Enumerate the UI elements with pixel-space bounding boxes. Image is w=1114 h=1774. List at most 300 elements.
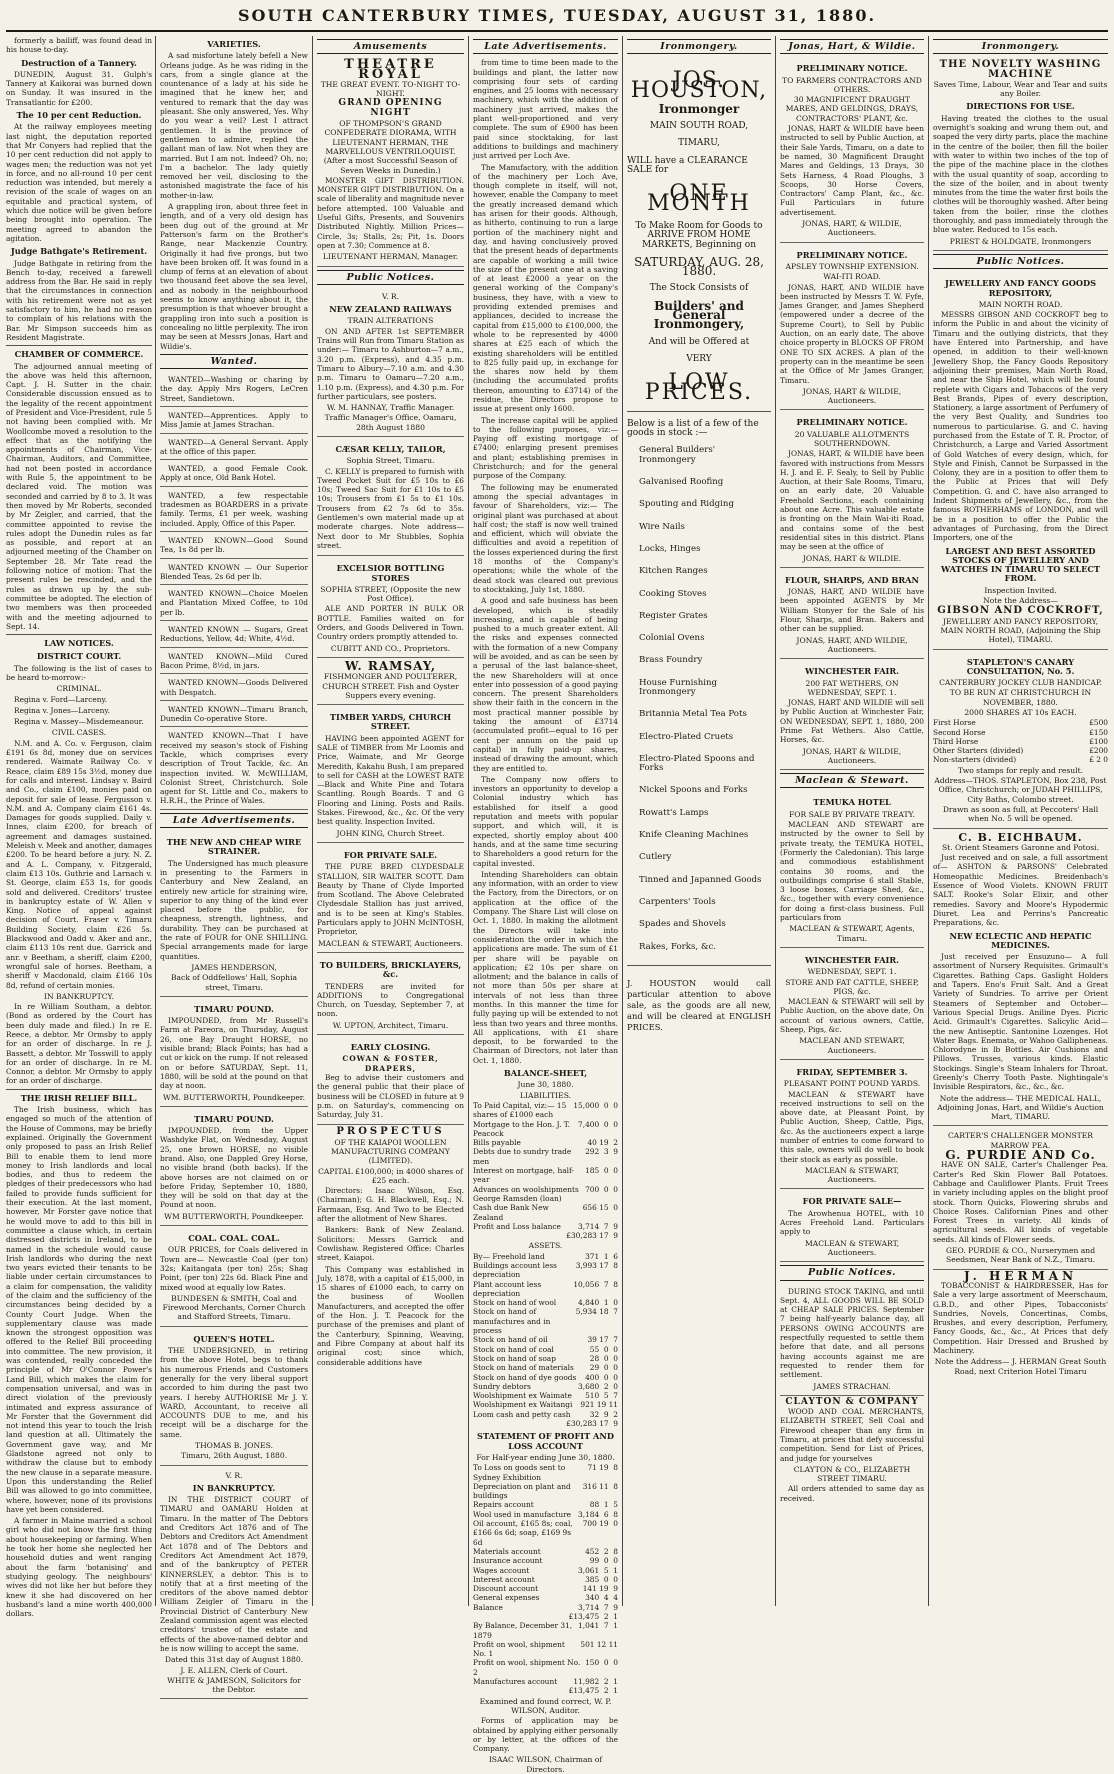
profit-loss-table (473, 1463, 618, 1621)
ledger-amount: 5,934 18 7 (575, 1307, 618, 1317)
stock-item: Cooking Stoves (639, 588, 707, 599)
ad-address: MAIN SOUTH ROAD, (649, 121, 749, 132)
ad-address: Traffic Manager's Office, Oamaru, 28th August 1880 (324, 413, 457, 432)
news-item: formerly a bailiff, was found dead in his house to-day. (6, 36, 152, 55)
case-line: Regina v. Ford—Larceny. (14, 694, 108, 704)
news-item: A farmer in Maine married a school girl who did not know the first thing about housekeeping or farming. When he took her home she neglected her household duties and went ranging about the farm 'botanising' and studying geology. The neighbours' wives did not like her but before they knew it she had discovered on her husband's land a mine worth 400,000 dollars. (6, 1516, 152, 1619)
ad-heading: TIMARU POUND. (194, 1003, 274, 1014)
advertisement (160, 1228, 308, 1327)
ad-signature: JONAS, HART & WILDIE, Auctioneers. (802, 746, 902, 765)
ad-heading: WINCHESTER FAIR. (804, 666, 900, 677)
news-item: A grappling iron, about three feet in length, and of a very old design has been dug out of the ground at Mr Patterson's farm on the Brother's Range, near Mackenzie Country. Originally it had five prongs, but two have been broken off. It was found in a clump of ferns at an elevation of about two thousand feet above the sea level, and as nobody in the neighbourhood seems to know anything about it, the presumption is that whoever brought a grappling iron into such a position is concealing no little perplexity. The iron may be seen at Messrs Jonas, Hart and Wildie's. (160, 202, 308, 351)
advertisement (933, 831, 1108, 1127)
ad-title: G. PURDIE AND Co. (945, 1148, 1096, 1163)
advertisement (780, 792, 924, 947)
ad-signature: JONAS, HART, & WILDIE, Auctioneers. (802, 219, 902, 238)
wanted-ad: WANTED—Washing or charing by the day. Apply Mrs Rogers, LeCren Street, Sandietown. (160, 373, 308, 407)
ledger-amount: 39 17 7 (587, 1335, 618, 1345)
ledger-row (473, 1354, 618, 1363)
ledger-row (473, 1519, 618, 1547)
ledger-label: Stock on hand of coal (473, 1344, 554, 1354)
news-item: Judge Bathgate in retiring from the Bench to-day, received a farewell address from the Bar. He said in reply that the circumstances in connection with his retirement were not as yet satisfactory to him, he had no reason to complain of his relations with the Bar. Mr Simpson succeeds him as Resident Magistrate. (6, 258, 152, 342)
ad-body: IN THE DISTRICT COURT of TIMARU and OAMARU Holden at Timaru. In the matter of The Debtors and Creditors Act 1876 and of The Debtors and Creditors Act Amendment Act 1878 and of The Debtors and Creditors Act Amendment Act 1879, and of the bankruptcy of PETER KINNERSLEY, a debtor. This is to notify that at a first meeting of the creditors of the above named debtor William Zeigler of Timaru in the Provincial District of Canterbury New Zealand commission agent was elected creditors' trustee of the estate and effects of the above-named debtor and he is now willing to accept the same. (160, 1495, 308, 1653)
stock-item: Colonial Ovens (639, 633, 705, 644)
prospectus-text: The Company now offers to investors an opportunity to develop a Colonial industry which has established for itself a good reputation and meets with popular support, and which will, it is expected, shortly employ about 400 hands, and at the same time securing to Shareholders a good return for the capital invested. (473, 774, 618, 868)
ledger-label: General expenses (473, 1593, 540, 1603)
advertisement (160, 1468, 308, 1700)
ad-address: SOPHIA STREET, (Opposite the new Post Office). (320, 584, 461, 604)
ad-signature: LIEUTENANT HERMAN, Manager. (322, 252, 459, 262)
ledger-amount: 32 9 2 (589, 1409, 618, 1419)
ad-line: Builders' and General Ironmongery, (653, 298, 745, 332)
advertisement (160, 999, 308, 1107)
stock-item: Nickel Spoons and Forks (639, 785, 748, 796)
divider (6, 634, 152, 635)
ledger-amount: 10,056 7 8 (573, 1279, 618, 1289)
ad-signature: ISAAC WILSON, Chairman of Directors. (488, 1755, 603, 1774)
advertisement (317, 558, 464, 658)
ledger-amount: 921 19 11 (580, 1400, 618, 1410)
ledger-row (473, 1510, 618, 1519)
ledger-label: Depreciation on plant and buildings (473, 1481, 571, 1501)
advertisement (317, 1037, 464, 1125)
ledger-amount: 3,061 5 1 (578, 1565, 618, 1575)
news-item: The following is the list of cases to be heard to-morrow:- (6, 663, 152, 682)
wanted-ad: WANTED KNOWN—That I have received my season's stock of Fishing Tackle, which comprises every description of Trout Tackle, &c. An inspection invited. W. McWILLIAM, Colonist Street, Christchurch. Sole agent for St. Little and Co., makers to H.R.H., the Prince of Wales. (160, 729, 308, 809)
ad-line: OF THOMPSON'S GRAND CONFEDERATE DIORAMA, WITH LIEUTENANT HERMAN, THE MARVELLOUS VENTRILOQUIST. (After a most Successful Season of Seven Weeks in Dunedin.) (323, 119, 458, 175)
ad-heading: FOR PRIVATE SALE— (802, 1196, 902, 1207)
ledger-row (473, 1612, 618, 1621)
ad-signature: MACLEAN & STEWART, Agents, Timaru. (789, 924, 915, 943)
ad-signature: MACLEAN AND STEWART, Auctioneers. (799, 1036, 905, 1055)
news-item: N.M. and A. Co. v. Ferguson, claim £191 6s 8d, money due on services rendered. Waimate Railway Co. v Reace, claim £89 15s 3½d, money due for calls and interest. Lindsay v. Baird and Co., claim £100, monies paid on deposit for sale of lease. Fergusson v. N.M. and A. Company claim £161 4s. Damages for goods supplied. Daily v. Innes, claim £200, for breach of agreement and damages sustained. Meleish v. Meek and another, damages £200. To be heard before a jury. N. Z. and A. L. Company, v. Fitzgerald, claim £13 10s. Guthrie and Larnach v. St. George, claim £53 1s, for goods sold and delivered. Creditors' trustee in bankruptcy estate of W. Allen v King. Notice of appeal against decision of Court. Fraser v. Timaru Building Society, claim £26 5s. Blackwood and Oadd v. Aker and anr., claim £113 10s rent due. Garrick and anr. v Beetham, a sheriff, claim £200, wrongful sale of horses. Beetham, a sheriff v Macdonald, claim £166 10s 8d, refund of certain monies. (6, 738, 152, 990)
ad-heading: IN BANKRUPTCY. (192, 1482, 276, 1493)
ledger-label: Manufactures account (473, 1677, 558, 1687)
ledger-row (933, 746, 1108, 755)
table-section: LIABILITIES. (519, 1090, 572, 1100)
ledger-amount: 40 19 2 (587, 1138, 618, 1148)
prospectus-text: The following may be enumerated among the special advantages in favour of Shareholders, viz:— The original plant was purchased at about half cost; the staff is now well trained and efficient, which will obviate the difficulties and avoid a repetition of the losses experienced during the first 18 months of the Company's operations; while the whole of the dead stock was cleared out previous to stocktaking, July 1st, 1880. (473, 482, 618, 594)
stock-item: Cutlery (639, 852, 672, 863)
ad-heading: STAPLETON'S CANARY CONSULTATION, No. 5. (966, 656, 1075, 676)
ad-heading: EARLY CLOSING. (350, 1042, 431, 1053)
ledger-label: Oil account, £165 8s; coal, £166 6s 6d; soap, £169 9s 6d (473, 1519, 573, 1547)
ledger-label: Profit on wool, shipment No. 1 (473, 1639, 565, 1659)
stock-item: Electro-Plated Cruets (639, 731, 734, 742)
ad-heading: FRIDAY, SEPTEMBER 3. (796, 1066, 908, 1077)
wanted-ad: WANTED, a good Female Cook. Apply at once, Old Bank Hotel. (160, 462, 308, 487)
ad-signature: W. M. HANNAY, Traffic Manager. (326, 403, 455, 413)
section-label: IN BANKRUPTCY. (44, 991, 114, 1001)
ad-line: Below is a list of a few of the goods in stock :— (627, 418, 759, 439)
ledger-amount: 3,714 7 9 (578, 1221, 618, 1231)
ledger-label: By— Freehold land (473, 1251, 545, 1261)
ledger-row (473, 1547, 618, 1556)
ad-signature: CLAYTON & CO., ELIZABETH STREET TIMARU. (793, 1464, 911, 1484)
ad-body: IMPOUNDED, from the Upper Washdyke Flat, on Wednesday, August 25, one brown HORSE, no visible brand. Also, one Dappled Grey Horse, no visible brand (both backs). If the above horses are not claimed on or before Friday, September 10, 1880, they will be sold on that day at the Pound at noon. (160, 1126, 308, 1210)
advertisement (933, 1268, 1108, 1376)
ad-address: JEWELLERY AND FANCY REPOSITORY, MAIN NORTH ROAD, (Adjoining the Ship Hotel), TIMARU. (940, 616, 1101, 645)
ledger-row (473, 1584, 618, 1593)
ledger-amount: 28 0 0 (589, 1353, 618, 1363)
advertisement (780, 1285, 924, 1396)
ledger-row (473, 1419, 618, 1428)
ad-subheading: 200 FAT WETHERS, ON WEDNESDAY, SEPT. 1. (805, 678, 899, 697)
ledger-row (473, 1138, 618, 1147)
ledger-label: Profit on wool, shipment No. 2 (473, 1658, 581, 1677)
stock-item: Tinned and Japanned Goods (639, 874, 762, 885)
column-5 (627, 36, 771, 1606)
advertisement (780, 950, 924, 1060)
ledger-label: Materials account (473, 1546, 541, 1556)
wanted-ad: WANTED KNOWN—Goods Delivered with Despatch. (160, 676, 308, 701)
ad-role: Ironmonger (658, 101, 740, 116)
ad-subheading: CARTER'S CHALLENGER MONSTER MARROW PEA. (947, 1131, 1093, 1150)
ledger-label (473, 1419, 566, 1428)
ledger-row (473, 1463, 618, 1482)
ad-signature: CUBITT AND CO., Proprietors. (330, 643, 451, 653)
case-line: Regina v. Massey—Misdemeanour. (14, 717, 144, 727)
ledger-row (473, 1252, 618, 1261)
divider (6, 1089, 152, 1090)
ad-address: Address—THOS. STAPLETON, Box 238, Post Office, Christchurch; or JUDAH PHILLIPS, City Baths, Colombo street. (934, 776, 1107, 804)
prospectus-text: A good and safe business has been developed, which is steadily increasing, and is capable of being pushed to a much greater extent. All the risks and expenses connected with the formation of a new Company will be avoided, and as can be seen by a perusal of the last balance-sheet, the new Shareholders will at once enter into possession of a good paying concern. The present Shareholders show their faith in the concern in the most practical manner possible by taking the amount of £3714 (accumulated profit—equal to 16 per cent per annum on the paid up capital) in fully paid-up shares, instead of drawing the amount, which they are entitled to. (473, 596, 618, 773)
news-heading: CHAMBER OF COMMERCE. (14, 349, 144, 360)
ledger-amount: 141 19 9 (582, 1584, 618, 1594)
ad-title: J. HERMAN (963, 1268, 1078, 1283)
ledger-row (473, 1185, 618, 1204)
ledger-label: Insurance account (473, 1556, 543, 1566)
ad-body: THE UNDERSIGNED, in retiring from the above Hotel, begs to thank his numerous Friends and Customers generally for the very liberal support accorded to him during the past two years. I hereby AUTHORISE Mr J. Y. WARD, Accountant, to receive all ACCOUNTS DUE to me, and his receipt will be a discharge for the same. (160, 1346, 308, 1439)
ad-title: JOS. HOUSTON, (630, 68, 768, 103)
ad-body: MESSRS GIBSON AND COCKROFT beg to inform the Public in and about the vicinity of Timaru and the outlying districts, that they have Entered into Partnership, and have opened, in addition to their well-known Jewellery Shop, the Fancy Goods Repository adjoining their premises, Main North Road, and near the Ship Hotel, which will be found replete with Cigars and Tobaccos of the very Best Brands, Pipes of every description, Stationery, a large assortment of Perfumery of the very Best Quality, and Sundries too numerous to particularise. G. and C. having purchased from the Estate of T. R. Proctor, of Christchurch, a Large and Varied Assortment of Gold Watches of every design, which, for Style and Finish, Cannot be Surpassed in the Colony, they are in a position to offer them to the Public at Prices that will Defy Competition. G. and C. have also arranged to Indent Shipments of Jewellery, &c., from the famous ROTHERHAMS of LONDON, and will be in a position to offer the Public the advantages of Purchasing, from the Direct Importers, one of the (933, 310, 1108, 543)
ad-heading: COAL. COAL. COAL. (188, 1233, 280, 1244)
ad-subheading: FOR SALE BY PRIVATE TREATY. (789, 809, 915, 819)
ad-body: MACLEAN & STEWART will sell by Public Auction, on the above date, On account of various owners, Cattle, Sheep, Pigs, &c. (780, 997, 924, 1035)
ad-title: COWAN & FOSTER, DRAPERS, (342, 1054, 439, 1073)
advertisement (780, 412, 924, 567)
ledger-amount: 7,400 0 0 (578, 1119, 618, 1129)
ad-body: Just received per Ensuzuno— A full assortment of Nursery Requisites. Grimault's Cigarettes. Bathing Caps. Gaslight Holders and Tapers. Eno's Fruit Salt. And a Great Variety of Sundries. To arrive per Orient Steamers of September and October— Various Special Drugs. Aniline Dyes. Picric Acid. Grimault's Cigarettes. Salicylic Acid—the new Antiseptic. Santonine Lozenges. Hot Water Bags. Enemata, or Wahoo Gallipheneas. Chlorodyne in lb Bottles. Air Cushions and Pillows. Trusses, various kinds. Elastic Stockings. Single's Steam Inhalers for Throat. Greenly's Cherry Tooth Paste. Nightingale's Invisible Respirators, &c., &c., &c. (933, 952, 1108, 1092)
ad-body: Beg to advise their customers and the general public that their place of business will be CLOSED in future at 9 p.m. on Saturday's, commencing on Saturday, July 31. (317, 1072, 464, 1120)
ledger-amount: 3,714 7 9 (578, 1602, 618, 1612)
ad-signature: MACLEAN & STEWART, Auctioneers. (804, 1165, 900, 1185)
wanted-list (160, 373, 308, 810)
ledger-label: Bills payable (473, 1138, 521, 1148)
ledger-amount: 3,993 17 8 (575, 1261, 618, 1270)
column-rule (312, 36, 313, 1606)
ad-body: MACLEAN AND STEWART are instructed by the owner to Sell by private treaty, the TEMUKA HOTEL, (Formerly the Caledonian). This large and commodious establishment contains 30 rooms, and the outbuildings comprise 6 stall Stable, 3 loose boxes, Carriage Shed, &c., &c., together with every convenience for doing a first-class business. Full particulars from (780, 820, 924, 923)
stock-list (627, 446, 771, 951)
divider (627, 965, 771, 966)
ledger-label: Repairs account (473, 1500, 534, 1510)
advertisement (317, 660, 464, 705)
ledger-amount: 371 1 6 (585, 1251, 618, 1261)
ad-heading: PRELIMINARY NOTICE. (796, 63, 908, 74)
column-6 (780, 36, 924, 1606)
ad-line: Inspection Invited. (984, 585, 1057, 595)
ad-body: Just received and on sale, a full assortment of— ASHTON & PARSONS' Celebrated Homeopathic Medicines. Breidenbach's Essence of Wood Violets. KNOWN FRUIT SALT. Rooke's Solar Elixir, and other remedies. Savory and Moore's Hypodermic Diuret. Lea and Perrins's Pancreatic Preparations, &c. (933, 853, 1108, 928)
ledger-amount: 11,982 2 1 (573, 1677, 618, 1687)
ledger-row (473, 1280, 618, 1299)
advertisement (317, 439, 464, 556)
ad-title: W. RAMSAY, (344, 658, 437, 673)
ledger-amount: 400 0 0 (585, 1372, 618, 1382)
ledger-label: Cash due Bank New Zealand (473, 1203, 549, 1222)
stock-item: Spouting and Ridging (639, 499, 734, 510)
advertisement (780, 245, 924, 411)
ledger-amount: £ 2 0 (1089, 755, 1108, 765)
advertisement (317, 707, 464, 843)
ad-subheading: STORE AND FAT CATTLE, SHEEP, PIGS, &c. (785, 977, 919, 996)
ledger-amount: 3,184 6 8 (578, 1509, 618, 1519)
ad-subheading: Saves Time, Labour, Wear and Tear and suits any Boiler. (933, 79, 1108, 99)
ledger-row (473, 1640, 618, 1659)
ad-body: WOOD AND COAL MERCHANTS, ELIZABETH STREET, Sell Coal and Firewood cheaper than any firm in Timaru, at prices that defy successful competition. Send for List of Prices, and judge for yourselves (780, 1407, 924, 1463)
section-banner: Public Notices. (780, 1265, 924, 1280)
ledger-row (473, 1298, 618, 1307)
ledger-amount: 385 0 0 (585, 1574, 618, 1584)
wanted-ad: WANTED KNOWN—Mild Cured Bacon Prime, 8½d, in jars. (160, 650, 308, 675)
ad-subheading: APSLEY TOWNSHIP EXTENSION. (785, 261, 919, 271)
ad-signature: BUNDESEN & SMITH, Coal and Firewood Merchants, Corner Church and Stafford Streets, Timaru. (162, 1293, 306, 1322)
ad-title: THE NOVELTY WASHING MACHINE (939, 59, 1102, 80)
ledger-amount: 656 15 0 (582, 1203, 618, 1213)
ad-signature: JONAS, HART & WILDIE, Auctioneers. (802, 386, 902, 406)
ledger-row (933, 728, 1108, 737)
ad-body: JONAS, HART AND WILDIE will sell by Public Auction at Winchester Fair, ON WEDNESDAY, SEPT. 1, 1880, 200 Prime Fat Wethers. Also Cattle, Horses, &c. (780, 698, 924, 745)
section-banner: Public Notices. (317, 270, 464, 285)
ad-subheading: OF THE KAIAPOI WOOLLEN MANUFACTURING COMPANY (LIMITED). (331, 1137, 450, 1166)
profit-loss-credit-table (473, 1621, 618, 1695)
ledger-row (473, 1575, 618, 1584)
ad-heading: PRELIMINARY NOTICE. (796, 249, 908, 260)
ad-heading: EXCELSIOR BOTTLING STORES (336, 563, 445, 583)
ad-heading: JEWELLERY AND FANCY GOODS REPOSITORY, (945, 278, 1096, 298)
ad-title: THEATRE ROYAL (344, 57, 437, 82)
table-heading: BALANCE-SHEET, (503, 1068, 588, 1079)
ad-body: MACLEAN & STEWART have received instructions to sell on the above date, at Pleasant Point, by Public Auction, Sheep, Cattle, Pigs, &c. As the auctioneers expect a large number of entries to come forward to this sale, owners will do well to book their stock as early as possible. (780, 1089, 924, 1164)
stock-item: Rakes, Forks, &c. (639, 941, 717, 952)
stock-item: Rowatt's Lamps (639, 807, 709, 818)
stock-item: Electro-Plated Spoons and Forks (639, 753, 755, 774)
ledger-label (473, 1231, 566, 1240)
ledger-label: Mortgage to the Hon. J. T. Peacock (473, 1119, 570, 1138)
advertisement (780, 1062, 924, 1190)
wanted-ad: WANTED KNOWN — Our Superior Blended Teas, 2s 6d per lb. (160, 561, 308, 586)
ad-title: GIBSON AND COCKROFT, (937, 605, 1104, 617)
column-rule (775, 36, 776, 1606)
ad-subheading: PLEASANT POINT POUND YARDS. (783, 1079, 921, 1089)
ledger-label: Wages account (473, 1565, 530, 1575)
ledger-row (473, 1203, 618, 1222)
stock-item: Knife Cleaning Machines (639, 830, 749, 841)
ledger-label: Stock on hand of wool (473, 1298, 557, 1308)
ledger-label: Discount account (473, 1584, 539, 1594)
ledger-row (473, 1101, 618, 1120)
ledger-row (473, 1363, 618, 1372)
ledger-row (473, 1147, 618, 1166)
ad-line: VERY (686, 353, 712, 364)
ledger-label: Stock on hand of soap (473, 1353, 556, 1363)
ad-body: The Arowhenua HOTEL, with 10 Acres Freehold Land. Particulars apply to (780, 1208, 924, 1237)
ledger-label: Debts due to sundry trade men (473, 1147, 572, 1166)
ad-heading: QUEEN'S HOTEL. (193, 1333, 275, 1344)
ad-address: Back of Oddfellows' Hall, Sophia street, Timaru. (170, 973, 298, 992)
stock-item: Wire Nails (639, 521, 685, 532)
advertisement (317, 955, 464, 1035)
ad-heading: NEW ZEALAND RAILWAYS (329, 304, 452, 315)
ad-signature: WHITE & JAMESON, Solicitors for the Debtor. (167, 1675, 301, 1695)
ad-body: IMPOUNDED, from Mr Russell's Farm at Pareora, on Thursday, August 26, one Bay Draught HORSE, no visible brand; Black Points; has had a cut or kick on the rump. If not released on or before SATURDAY, Sept. 11, 1880, will be sold at the pound on that day at noon. (160, 1016, 308, 1091)
column-2 (160, 36, 308, 1695)
ledger-row (473, 1400, 618, 1409)
column-4 (473, 36, 618, 1774)
ledger-amount: £500 (1089, 718, 1108, 728)
column-rule (155, 36, 156, 1606)
ad-subheading: WAI-ITI ROAD. (823, 272, 881, 282)
ledger-row (473, 1222, 618, 1231)
ad-subheading: St. Orient Steamers Garonne and Potosi. (941, 842, 1100, 852)
ad-subheading: 2000 SHARES AT 10s EACH. (964, 708, 1077, 717)
wanted-ad: WANTED KNOWN—Choice Moelen and Plantation Mixed Coffee, to 10d per lb. (160, 587, 308, 621)
advertisement (780, 1398, 924, 1503)
ad-heading: WINCHESTER FAIR. (804, 954, 900, 965)
ledger-amount: £30,283 17 9 (566, 1231, 618, 1241)
section-banner: Public Notices. (933, 254, 1108, 269)
stock-item: Register Grates (639, 610, 708, 621)
ad-heading: TIMBER YARDS, CHURCH STREET. (329, 712, 452, 732)
ad-heading: CÆSAR KELLY, TAILOR, (335, 443, 446, 454)
ad-footer: J. HOUSTON would call particular attention to above sale, as the goods are all new, and will be cleared at ENGLISH PRICES. (627, 977, 771, 1032)
ad-heading: LARGEST AND BEST ASSORTED STOCKS OF JEWELLERY AND WATCHES IN TIMARU TO SELECT FROM. (940, 545, 1101, 584)
ad-body: Directors: Isaac Wilson, Esq. (Chairman); G. H. Blackwell, Esq.; N. Farmaan, Esq. And Two to be Elected after the allotment of New Shares. (317, 1186, 464, 1224)
ledger-row (473, 1166, 618, 1185)
ledger-amount: 29 0 0 (589, 1363, 618, 1373)
ledger-amount: 700 0 0 (585, 1184, 618, 1194)
wanted-ad: WANTED—Apprentices. Apply to Miss Jamie at James Strachan. (160, 409, 308, 434)
stock-item: Galvanised Roofing (639, 477, 724, 488)
ledger-row (473, 1593, 618, 1602)
ledger-amount: 88 1 5 (589, 1500, 618, 1510)
ad-line: To Make Room for Goods to ARRIVE FROM HOME MARKETS, Beginning on (635, 220, 763, 250)
ad-address: Sophia Street, Timaru. (346, 456, 435, 466)
ledger-row (473, 1500, 618, 1509)
ledger-label: To Paid Capital, viz:— 15 shares of £1000 each (473, 1100, 567, 1120)
advertisement (933, 1128, 1108, 1269)
ad-headline: LOW PRICES. (644, 370, 754, 405)
ad-body: OUR PRICES, for Coals delivered in Town are— Newcastle Coal (per ton) 32s; Kaitangata (per ton) 25s; Shag Point, (per ton) 22s 6d. Black Pine and mixed wood at equally low Rates. (160, 1245, 308, 1292)
assets-table (473, 1252, 618, 1429)
ad-body: JONAS, HART & WILDIE have been instructed to sell by Public Auction, at their Sale Yards, Timaru, on a date to be named, 30 Magnificent Draught Mares and Geldings, 13 Drays, 30 Sets Harness, 4 Road Ploughs, 3 Scoops, 30 Horse Covers, Contractors' Camp Plant, &c., &c. Full Particulars in future advertisement. (780, 124, 924, 217)
ledger-label: Profit and Loss balance (473, 1221, 561, 1231)
advertisement (317, 845, 464, 953)
news-heading: Destruction of a Tannery. (21, 57, 137, 68)
section-banner: Late Advertisements. (160, 813, 308, 828)
ledger-row (933, 755, 1108, 764)
ad-signature: W. UPTON, Architect, Timaru. (332, 1020, 449, 1030)
section-label: CRIMINAL. (56, 684, 102, 694)
ledger-row (473, 1120, 618, 1139)
ledger-row (473, 1677, 618, 1686)
ad-heading: DIRECTIONS FOR USE. (966, 101, 1075, 112)
prospectus-text: The Manufactory, with the addition of the machinery per Loch Ave, though complete in itself, will not, however, enable the Company to meet the greatly increased demand which has arisen for their goods. Although, as hitherto, continuing to run a large portion of the machinery night and day, and having conclusively proved that the present heads of departments are capable of working a mill twice the size of the present one at a saving of at least £2000 a year on the general working of the Company's business, they have, with a view to providing extended premises and appliances, decided to increase the capital from £15,000 to £100,000, the whole to be represented by 4000 shares at £25 each of which the existing shareholders will be entitled to 825 fully paid up, in exchange for the shares now held by them (including the accumulated profits thereon, amounting to £3714) of the residue, the Directors propose to issue at present only 1600. (473, 162, 618, 414)
news-item: In re William Southam, a debtor. (Bond as ordered by the Court has been duly made and filed.) In re E. Reece, a debtor. Mr Ormsby to apply for an order of discharge. In re J. Bassett, a debtor. Mr Tosswill to apply for an order of discharge. In re M. Connor, a debtor. Mr Ormsby to apply for an order of discharge. (6, 1002, 152, 1086)
ledger-label: Stock on hand of materials (473, 1363, 574, 1373)
wanted-ad: WANTED—A General Servant. Apply at the office of this paper. (160, 436, 308, 461)
ad-signature: PRIEST & HOLDGATE, Ironmongers (949, 236, 1092, 246)
ledger-amount: 700 19 0 (582, 1519, 618, 1529)
masthead-rule (6, 30, 1108, 32)
advertisement (780, 58, 924, 242)
ledger-row (473, 1482, 618, 1501)
advertisement (933, 58, 1108, 251)
ledger-row (473, 1231, 618, 1240)
divider (6, 345, 152, 346)
ad-subheading: TRAIN ALTERATIONS (347, 316, 434, 326)
ad-line: The Stock Consists of (649, 283, 749, 294)
auditor-note: Examined and found correct, W. P. WILSON, Auditor. (479, 1696, 612, 1715)
ledger-amount: 55 0 0 (589, 1344, 618, 1354)
stock-item: General Builders' Ironmongery (639, 445, 716, 465)
ad-body: ON AND AFTER 1st SEPTEMBER Trains will Run from Timaru Station as under:— Timaru to Ashburton—7 a.m., 3.20 p.m. (Express), and 4.35 p.m. Timaru to Albury—7.10 a.m. and 4.30 p.m. Timaru to Oamaru—7.20 a.m., 1.10 p.m. (Express), and 4.30 p.m. For further particulars, see posters. (317, 326, 464, 401)
stock-item: Brass Foundry (639, 655, 703, 666)
ad-body: Having treated the clothes to the usual overnight's soaking and wrung them out, and soaped the very dirty parts, place the machine in the centre of the boiler, then fill the boiler with water to within two inches of the top of the pipe of the machine place in the clothes with the usual quantity of soap, according to the size of the boiler, and in about twenty minutes from the time the water first boils the clothes will be thoroughly washed. After being taken from the boiler, rinse the clothes thoroughly, and pass immediately through the blue water. Reduced to 15s each. (933, 113, 1108, 235)
ad-line: Note the Address— (983, 596, 1058, 606)
ledger-label: First Horse (933, 718, 976, 728)
ledger-row (473, 1621, 618, 1640)
ledger-amount: 99 0 0 (589, 1556, 618, 1566)
divider (627, 411, 771, 412)
column-rule (468, 36, 469, 1606)
ledger-amount: £13,475 2 1 (568, 1686, 618, 1696)
news-heading: The 10 per cent Reduction. (16, 110, 142, 121)
ad-heading: FOR PRIVATE SALE. (343, 849, 438, 860)
ad-subheading: TO BE RUN AT CHRISTCHURCH IN NOVEMBER, 1880. (949, 688, 1092, 707)
ledger-amount: £150 (1089, 727, 1108, 737)
ad-heading: TO BUILDERS, BRICKLAYERS, &c. (319, 959, 462, 980)
ad-signature: WM. BUTTERWORTH, Poundkeeper. (162, 1092, 306, 1102)
advertisement (780, 661, 924, 770)
ad-subheading: MAIN NORTH ROAD. (978, 299, 1063, 309)
ledger-row (473, 1603, 618, 1612)
ledger-amount: 1,041 7 1 (578, 1621, 618, 1631)
advertisement (317, 58, 464, 266)
prospectus-text: The increase capital will be applied to the following purposes, viz:— Paying off existing mortgage of £7400; enlarging present premises and plant; establishing premises in Christchurch; and for the general purpose of the Company. (473, 415, 618, 481)
news-heading: THE IRISH RELIEF BILL. (20, 1092, 138, 1103)
news-item: A sad misfortune lately befell a New Orleans judge. As he was riding in the cars, from a single glance at the countenance of a lady at his side he imagined that he knew her, and ventured to remark that the day was pleasant. She only answered, Yes. Why do you wear a veil? Lest I attract gentlemen. It is the province of gentlemen to admire, replied the gallant man of law. Not when they are married. But I am not. Indeed? Oh, no; I'm a bachelor. The lady quietly removed her veil, disclosing to the astonished magistrate the face of his mother-in-law. (160, 51, 308, 200)
ledger-label: Interest account (473, 1574, 535, 1584)
ledger-row (473, 1391, 618, 1400)
liabilities-table (473, 1101, 618, 1240)
ledger-row (473, 1373, 618, 1382)
ledger-label (473, 1612, 569, 1621)
stock-item: Spades and Shovels (639, 919, 726, 930)
column-rule (928, 36, 929, 1606)
ledger-row (473, 1382, 618, 1391)
ad-body: JONAS, HART, AND WILDIE have been instructed by Messrs T. W. Fyfe, James Granger, and James Shepherd (empowered under a decree of the Supreme Court), to Sell by Public Auction, on an early date, The above choice property in BLOCKS OF FROM ONE TO SIX ACRES. A plan of the property can in the meantime be seen at the Office of Mr James Granger, Timaru. (780, 282, 924, 385)
table-date: June 30, 1880. (517, 1080, 574, 1090)
ad-heading: NEW ECLECTIC AND HEPATIC MEDICINES. (949, 930, 1092, 950)
news-item: At the railway employees meeting last night, the deputation reported that Mr Conyers had replied that the 10 per cent reduction did not apply to wages men; the reduction was not yet in force, and no all-round 10 per cent reduction was intended, but merely a revision of the scale of wages on an equitable and practical system, of which due notice will be given before being brought into operation. The meeting agreed to abandon the agitation. (6, 122, 152, 243)
ledger-row (473, 1335, 618, 1344)
column-7 (933, 36, 1108, 1606)
ad-headline: ONE MONTH (647, 181, 751, 216)
table-section: ASSETS. (528, 1241, 563, 1251)
ledger-amount: £13,475 2 1 (568, 1611, 618, 1621)
ledger-amount: £100 (1089, 736, 1108, 746)
ledger-label: Other Starters (divided) (933, 746, 1024, 756)
